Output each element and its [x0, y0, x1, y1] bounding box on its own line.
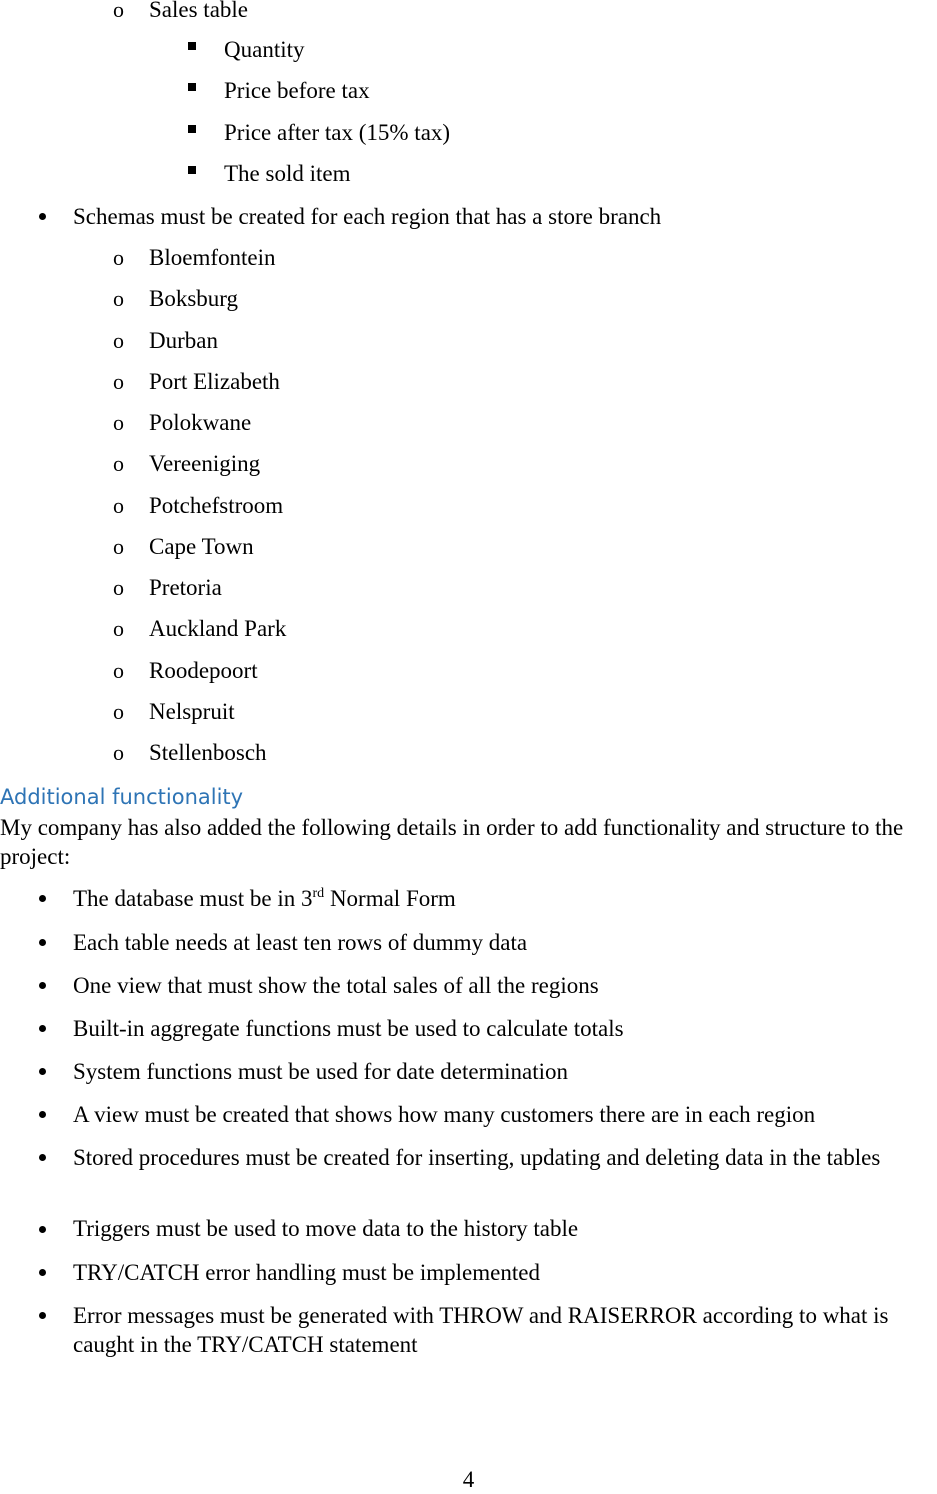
bullet-dot-icon	[39, 1025, 46, 1032]
region-item: Nelspruit	[149, 699, 235, 724]
sales-field-item: Price before tax	[224, 78, 370, 103]
circle-bullet: o	[113, 328, 124, 353]
requirement-item: Error messages must be generated with THROW and RAISERROR according to what is caught in the TRY/CATCH statement	[73, 1303, 889, 1357]
region-item: Durban	[149, 328, 218, 353]
requirement-normal-form	[73, 885, 456, 913]
bullet-dot-icon	[39, 1312, 46, 1319]
requirement-item: Each table needs at least ten rows of dummy data	[73, 930, 528, 955]
sales-table-item: Sales table	[149, 0, 248, 22]
region-item: Polokwane	[149, 410, 252, 435]
bullet-dot-icon	[39, 939, 46, 946]
requirement-item: Built-in aggregate functions must be used to calculate totals	[73, 1016, 624, 1041]
circle-bullet: o	[113, 369, 124, 394]
circle-bullet: o	[113, 699, 124, 724]
intro-paragraph: My company has also added the following details in order to add functionality and structure to the project:	[0, 815, 904, 869]
requirement-item: Stored procedures must be created for inserting, updating and deleting data in the tables	[73, 1145, 881, 1170]
requirement-item: Triggers must be used to move data to the history table	[73, 1216, 579, 1241]
region-item: Port Elizabeth	[149, 369, 280, 394]
circle-bullet: o	[113, 575, 124, 600]
circle-bullet: o	[113, 616, 124, 641]
region-item: Boksburg	[149, 286, 239, 311]
region-item: Bloemfontein	[149, 245, 276, 270]
region-item: Vereeniging	[149, 451, 261, 476]
bullet-dot-icon	[39, 1111, 46, 1118]
sales-field-item: The sold item	[224, 161, 351, 186]
bullet-dot-icon	[39, 895, 46, 902]
bullet-dot-icon	[39, 982, 46, 989]
region-item: Roodepoort	[149, 658, 258, 683]
section-heading: Additional functionality	[0, 785, 244, 809]
region-item: Stellenbosch	[149, 740, 267, 765]
region-item: Cape Town	[149, 534, 254, 559]
requirement-item: System functions must be used for date determination	[73, 1059, 569, 1084]
page-number: 4	[462, 1467, 475, 1492]
circle-bullet: o	[113, 410, 124, 435]
bullet-dot-icon	[39, 1269, 46, 1276]
bullet-dot-icon	[39, 1068, 46, 1075]
square-bullet-icon	[188, 125, 196, 133]
requirement-item: TRY/CATCH error handling must be implemented	[73, 1260, 540, 1285]
sales-field-item: Quantity	[224, 37, 305, 62]
normal-form-suffix: Normal Form	[324, 886, 456, 911]
normal-form-superscript: rd	[312, 886, 325, 901]
schemas-bullet-text: Schemas must be created for each region that has a store branch	[73, 204, 662, 229]
square-bullet-icon	[188, 166, 196, 174]
circle-bullet: o	[113, 0, 124, 22]
circle-bullet: o	[113, 245, 124, 270]
requirement-item: One view that must show the total sales of all the regions	[73, 973, 599, 998]
circle-bullet: o	[113, 493, 124, 518]
bullet-dot-icon	[39, 1154, 46, 1161]
circle-bullet: o	[113, 534, 124, 559]
region-item: Pretoria	[149, 575, 222, 600]
bullet-dot-icon	[39, 213, 46, 220]
normal-form-prefix: The database must be in 3	[73, 886, 313, 911]
region-item: Auckland Park	[149, 616, 287, 641]
region-item: Potchefstroom	[149, 493, 284, 518]
bullet-dot-icon	[39, 1226, 46, 1233]
circle-bullet: o	[113, 451, 124, 476]
square-bullet-icon	[188, 83, 196, 91]
square-bullet-icon	[188, 42, 196, 50]
circle-bullet: o	[113, 286, 124, 311]
requirement-item: A view must be created that shows how many customers there are in each region	[73, 1102, 816, 1127]
circle-bullet: o	[113, 658, 124, 683]
sales-field-item: Price after tax (15% tax)	[224, 120, 451, 145]
circle-bullet: o	[113, 740, 124, 765]
